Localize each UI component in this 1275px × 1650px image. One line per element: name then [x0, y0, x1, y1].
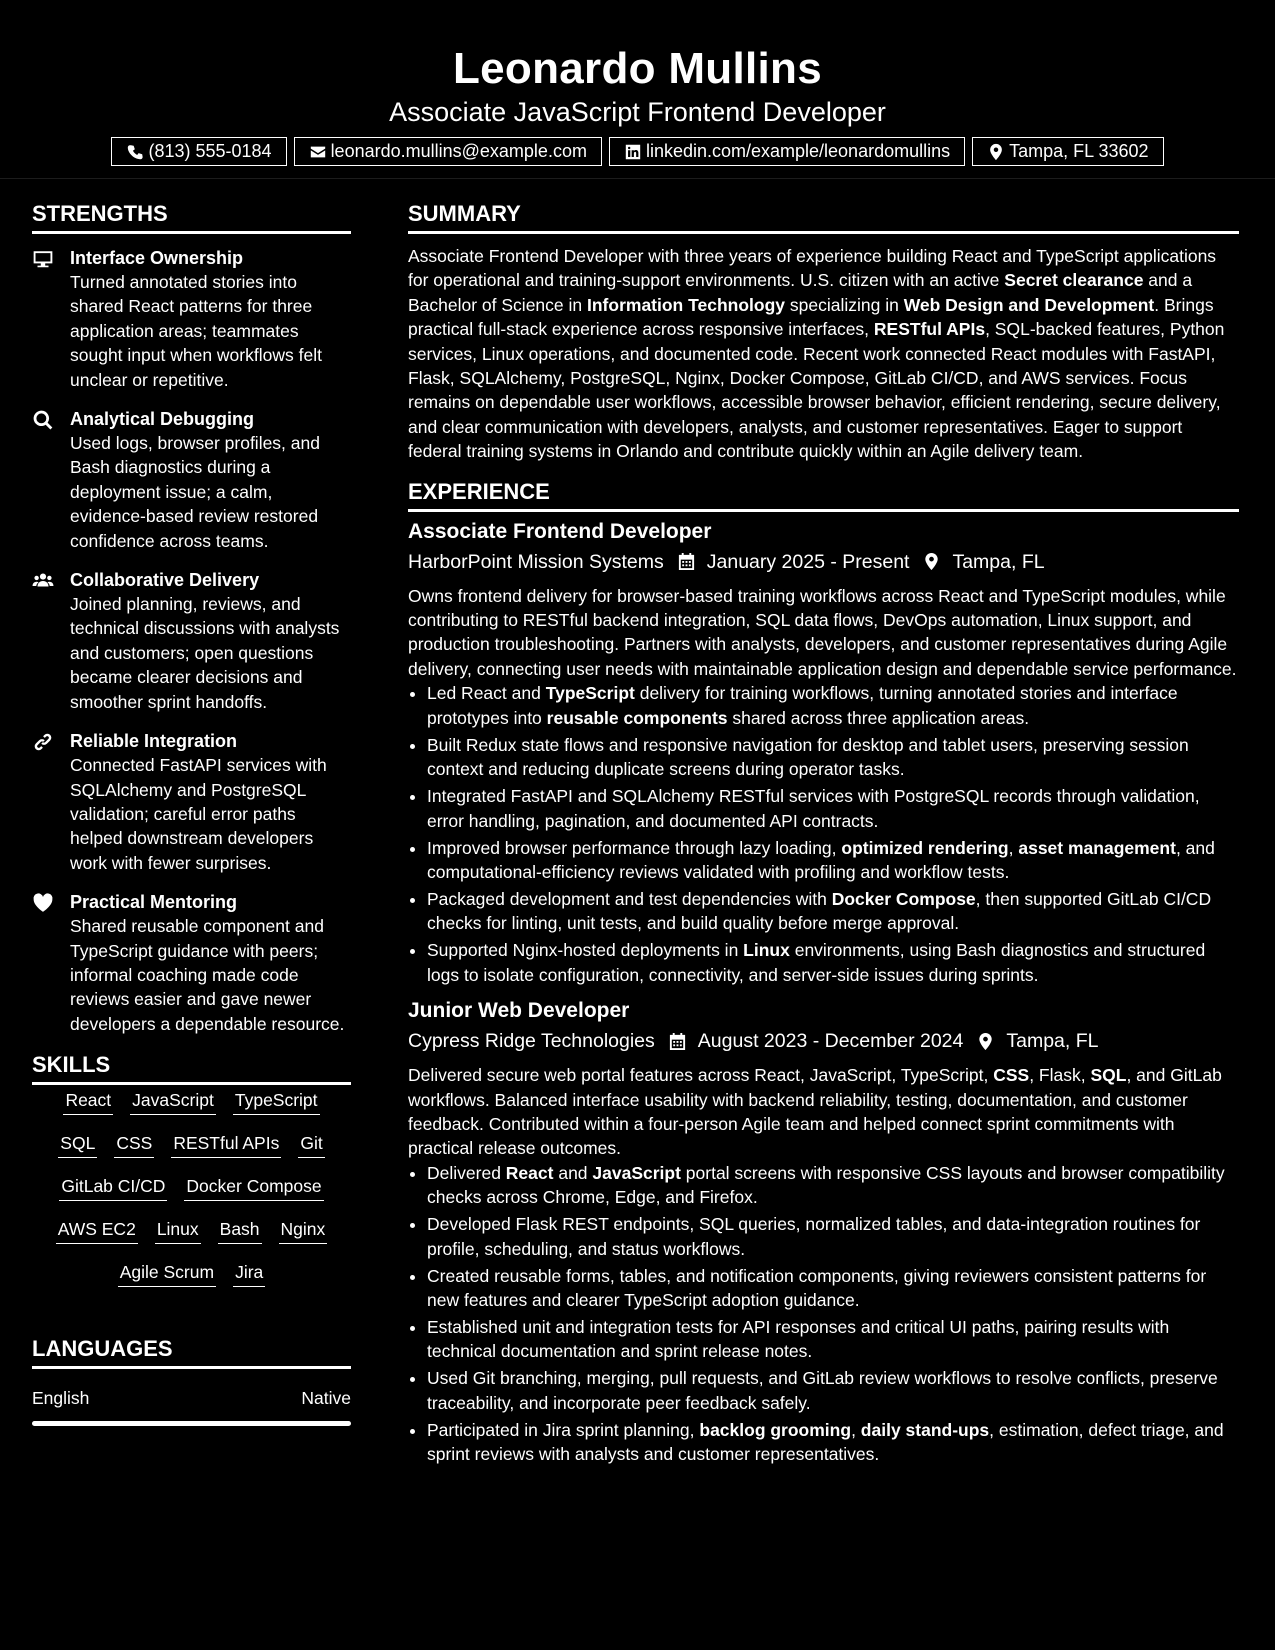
job-dates: January 2025 - Present	[706, 550, 910, 573]
skills-section	[32, 1051, 351, 1287]
skill-tag: SQL	[58, 1132, 97, 1158]
strength-item	[32, 407, 351, 553]
strength-title: Interface Ownership	[70, 248, 244, 268]
search-icon	[32, 409, 54, 431]
language-proficiency-bar	[32, 1421, 351, 1426]
map-marker-icon	[976, 1032, 995, 1051]
languages-section	[32, 1335, 351, 1426]
users-icon	[32, 570, 54, 592]
strength-item	[32, 729, 351, 875]
languages-list	[32, 1387, 351, 1426]
summary-section	[408, 200, 1239, 464]
job-meta	[408, 1027, 1239, 1055]
monitor-icon	[32, 248, 54, 270]
job-bullet: • Built Redux state flows and responsive navigation for desktop and tablet users, preserving session context and reducing duplicate screens during operator tasks.	[427, 733, 1239, 782]
skill-tag: Nginx	[279, 1218, 328, 1244]
job-bullet: • Participated in Jira sprint planning, backlog grooming, daily stand-ups, estimation, defect triage, and sprint reviews with analysts and customer representatives.	[427, 1418, 1239, 1467]
job-bullet: • Led React and TypeScript delivery for training workflows, turning annotated stories and interface prototypes into reusable components shared across three application areas.	[427, 681, 1239, 730]
job-bullet: • Developed Flask REST endpoints, SQL queries, normalized tables, and data-integration routines for profile, scheduling, and status workflows.	[427, 1212, 1239, 1261]
job-location: Tampa, FL	[952, 550, 1045, 573]
contact-text: (813) 555-0184	[148, 141, 272, 161]
language-level: Native	[301, 1388, 351, 1409]
job-bullets	[408, 681, 1239, 987]
job-company: HarborPoint Mission Systems	[408, 550, 664, 573]
job-meta	[408, 548, 1239, 576]
linkedin-icon	[624, 143, 642, 161]
skill-tag: Linux	[155, 1218, 201, 1244]
job-entry	[408, 997, 1239, 1466]
calendar-icon	[677, 552, 696, 571]
job-company: Cypress Ridge Technologies	[408, 1030, 655, 1053]
job-bullet: • Established unit and integration tests for API responses and critical UI paths, pairing results with technical documentation and sprint release notes.	[427, 1315, 1239, 1364]
left-column	[32, 200, 351, 1426]
contact-bar	[0, 137, 1275, 166]
language-name: English	[32, 1388, 90, 1409]
job-description: Owns frontend delivery for browser-based training workflows across React and TypeScript modules, while contributing to RESTful backend integration, SQL data flows, DevOps automation, Linux support, and production troubleshooting. Partners with analysts, developers, and customer representatives during Agile delivery, connecting user needs with maintainable application design and dependable service performance.	[408, 585, 1237, 679]
job-description: Delivered secure web portal features across React, JavaScript, TypeScript, CSS, Flask, SQL, and GitLab workflows. Balanced interface usability with backend reliability, testing, documentation, and customer feedback. Contributed within a four-person Agile team and helped connect sprint commitments with practical release outcomes.	[408, 1065, 1222, 1159]
strength-description: Used logs, browser profiles, and Bash diagnostics during a deployment issue; a calm, evidence-based review restored confidence across teams.	[70, 433, 320, 551]
strength-item	[32, 246, 351, 392]
contact-item[interactable]	[294, 137, 602, 166]
skill-tag: CSS	[114, 1132, 154, 1158]
map-marker-icon	[987, 143, 1005, 161]
summary-text: Associate Frontend Developer with three years of experience building React and TypeScript applications for operational and training-support environments. U.S. citizen with an active Secret clearance and a Bachelor of Science in Information Technology specializing in Web Design and Development. Brings practical full-stack experience across responsive interfaces, RESTful APIs, SQL-backed features, Python services, Linux operations, and documented code. Recent work connected React modules with FastAPI, Flask, SQLAlchemy, PostgreSQL, Nginx, Docker Compose, GitLab CI/CD, and AWS services. Focus remains on dependable user workflows, accessible browser behavior, efficient rendering, secure delivery, and clear communication with developers, analysts, and customer representatives. Eager to support federal training systems in Orlando and contribute quickly within an Agile delivery team.	[408, 246, 1225, 462]
job-dates: August 2023 - December 2024	[697, 1030, 964, 1053]
strengths-heading: STRENGTHS	[32, 200, 351, 234]
job-entry	[408, 518, 1239, 987]
job-bullets	[408, 1161, 1239, 1467]
strength-title: Practical Mentoring	[70, 892, 238, 913]
resume-header	[0, 0, 1275, 179]
skill-tag: React	[63, 1089, 113, 1115]
job-bullet: • Supported Nginx-hosted deployments in Linux environments, using Bash diagnostics and structured logs to isolate configuration, connectivity, and server-side issues during sprints.	[427, 938, 1239, 987]
strength-description: Shared reusable component and TypeScript guidance with peers; informal coaching made code reviews easier and gave newer developers a dependable resource.	[70, 916, 345, 1034]
contact-item[interactable]	[111, 137, 286, 166]
phone-icon	[126, 143, 144, 161]
candidate-role: Associate JavaScript Frontend Developer	[389, 97, 886, 127]
experience-section	[408, 478, 1239, 1467]
strength-description: Turned annotated stories into shared React patterns for three application areas; teammates sought input when workflows felt unclear or repetitive.	[70, 272, 322, 390]
heart-icon	[32, 892, 54, 914]
skill-tag: Docker Compose	[184, 1175, 323, 1201]
strength-description: Connected FastAPI services with SQLAlchemy and PostgreSQL validation; careful error paths helped downstream developers work with fewer surprises.	[70, 755, 327, 873]
skill-tag: TypeScript	[233, 1089, 320, 1115]
skills-heading: SKILLS	[32, 1051, 351, 1085]
summary-heading: SUMMARY	[408, 200, 1239, 234]
job-location: Tampa, FL	[1006, 1030, 1099, 1053]
job-bullet: • Created reusable forms, tables, and notification components, giving reviewers consistent patterns for new features and clearer TypeScript adoption guidance.	[427, 1264, 1239, 1313]
strength-item	[32, 568, 351, 714]
skill-tag: JavaScript	[130, 1089, 216, 1115]
job-bullet: • Integrated FastAPI and SQLAlchemy RESTful services with PostgreSQL records through validation, error handling, pagination, and documented API contracts.	[427, 784, 1239, 833]
strength-title: Collaborative Delivery	[70, 570, 260, 591]
strength-title: Analytical Debugging	[70, 409, 255, 430]
skill-tag: Jira	[233, 1261, 265, 1287]
job-bullet: • Improved browser performance through lazy loading, optimized rendering, asset management, and computational-efficiency reviews validated with profiling and workflow tests.	[427, 836, 1239, 885]
right-column	[408, 200, 1239, 1469]
experience-heading: EXPERIENCE	[408, 478, 1239, 512]
candidate-name: Leonardo Mullins	[452, 44, 823, 93]
link-icon	[32, 731, 54, 753]
contact-text: linkedin.com/example/leonardomullins	[645, 141, 951, 161]
contact-text: leonardo.mullins@example.com	[330, 141, 587, 161]
language-row	[32, 1387, 351, 1409]
envelope-icon	[309, 143, 327, 161]
strength-title: Reliable Integration	[70, 731, 238, 752]
jobs-list	[408, 518, 1239, 1467]
calendar-icon	[668, 1032, 687, 1051]
map-marker-icon	[922, 552, 941, 571]
job-bullet: • Packaged development and test dependencies with Docker Compose, then supported GitLab CI/CD checks for linting, unit tests, and build quality before merge approval.	[427, 887, 1239, 936]
job-bullet: • Used Git branching, merging, pull requests, and GitLab review workflows to resolve conflicts, preserve traceability, and incorporate peer feedback safely.	[427, 1366, 1239, 1415]
skill-tag: RESTful APIs	[171, 1132, 281, 1158]
strength-item	[32, 890, 351, 1036]
contact-item[interactable]	[609, 137, 965, 166]
strengths-list	[32, 246, 351, 1036]
skills-list	[32, 1085, 351, 1287]
skill-tag: AWS EC2	[56, 1218, 138, 1244]
strength-description: Joined planning, reviews, and technical discussions with analysts and customers; open questions became clearer decisions and smoother sprint handoffs.	[70, 594, 340, 712]
skill-tag: Bash	[218, 1218, 262, 1244]
job-title: Junior Web Developer	[408, 999, 630, 1023]
contact-text: Tampa, FL 33602	[1009, 141, 1149, 161]
skill-tag: GitLab CI/CD	[59, 1175, 167, 1201]
contact-item[interactable]	[972, 137, 1163, 166]
skill-tag: Agile Scrum	[118, 1261, 216, 1287]
job-bullet: • Delivered React and JavaScript portal screens with responsive CSS layouts and browser compatibility checks across Chrome, Edge, and Firefox.	[427, 1161, 1239, 1210]
languages-heading: LANGUAGES	[32, 1335, 351, 1369]
job-title: Associate Frontend Developer	[408, 519, 712, 543]
skill-tag: Git	[298, 1132, 324, 1158]
